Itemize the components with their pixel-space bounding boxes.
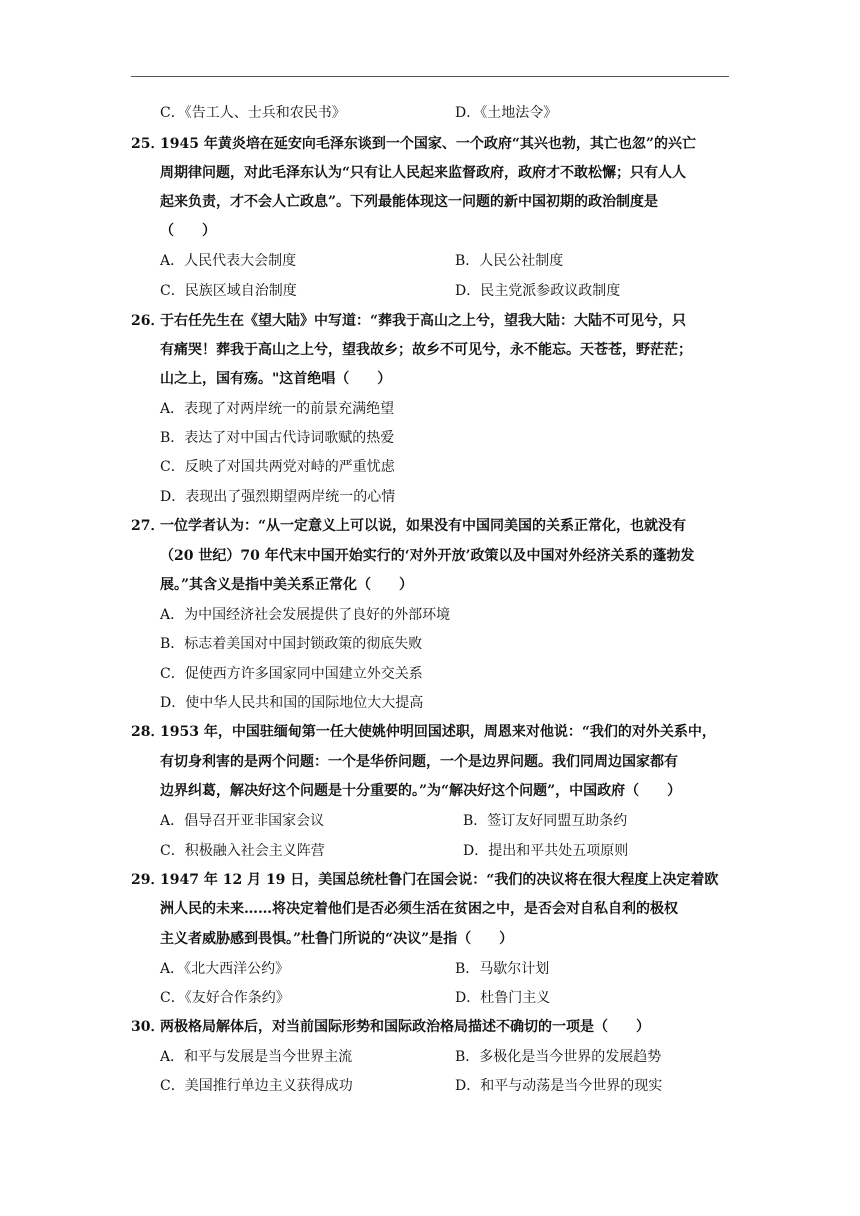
question-30-option-d: D．和平与动荡是当今世界的现实	[455, 1078, 663, 1094]
question-29-number: 29．	[131, 872, 165, 888]
question-25-number: 25．	[131, 136, 165, 152]
question-25-stem-line-3: 起来负责，才不会人亡政息”。下列最能体现这一问题的新中国初期的政治制度是	[160, 194, 659, 210]
question-26-stem-line-2: 有痛哭！葬我于高山之上兮，望我故乡；故乡不可见兮，永不能忘。天苍苍，野茫茫；	[160, 342, 692, 358]
question-28-stem-line-3: 边界纠葛，解决好这个问题是十分重要的。”为“解决好这个问题”，中国政府（ ）	[160, 783, 682, 799]
question-28-option-d: D．提出和平共处五项原则	[463, 843, 629, 859]
question-28-option-c: C．积极融入社会主义阵营	[160, 843, 325, 859]
question-25-option-b: B．人民公社制度	[455, 253, 564, 269]
question-26-stem-line-3: 山之上，国有殇。"这首绝唱（ ）	[160, 371, 392, 387]
question-25-option-d: D．民主党派参政议政制度	[455, 283, 621, 299]
question-30-option-a: A．和平与发展是当今世界主流	[160, 1049, 353, 1065]
question-27-stem-line-2: （20 世纪）70 年代末中国开始实行的‘对外开放’政策以及中国对外经济关系的蓬勃发	[160, 548, 695, 564]
question-26-option-b: B．表达了对中国古代诗词歌赋的热爱	[160, 430, 395, 446]
question-28-option-a: A．倡导召开亚非国家会议	[160, 813, 325, 829]
header-rule	[131, 76, 729, 77]
question-25-option-a: A．人民代表大会制度	[160, 253, 297, 269]
question-26-option-c: C．反映了对国共两党对峙的严重忧虑	[160, 459, 395, 475]
question-29-option-a: A．《北大西洋公约》	[160, 961, 290, 977]
question-29-stem-line-3: 主义者威胁感到畏惧。”杜鲁门所说的“决议”是指（ ）	[160, 931, 514, 947]
question-26-option-d: D．表现出了强烈期望两岸统一的心情	[160, 489, 396, 505]
question-28-stem-line-1: 1953 年，中国驻缅甸第一任大使姚仲明回国述职，周恩来对他说：“我们的对外关系中，	[160, 724, 716, 740]
question-26-number: 26．	[131, 313, 165, 329]
question-29-option-c: C．《友好合作条约》	[160, 990, 290, 1006]
question-30-number: 30．	[131, 1019, 165, 1035]
question-27-stem-line-3: 展。”其含义是指中美关系正常化（ ）	[160, 577, 414, 593]
question-29-option-d: D．杜鲁门主义	[455, 990, 551, 1006]
question-28-number: 28．	[131, 724, 165, 740]
question-26-stem-line-1: 于右任先生在《望大陆》中写道：“葬我于高山之上兮，望我大陆：大陆不可见兮，只	[160, 313, 687, 329]
question-30-stem-line-1: 两极格局解体后，对当前国际形势和国际政治格局描述不确切的一项是（ ）	[160, 1019, 650, 1035]
question-30-option-c: C．美国推行单边主义获得成功	[160, 1078, 353, 1094]
question-27-option-d: D．使中华人民共和国的国际地位大大提高	[160, 695, 424, 711]
prev-option-d: D．《土地法令》	[455, 105, 558, 121]
question-29-stem-line-2: 洲人民的未来……将决定着他们是否必须生活在贫困之中，是否会对自私自利的极权	[160, 901, 678, 917]
question-26-option-a: A．表现了对两岸统一的前景充满绝望	[160, 401, 395, 417]
question-27-option-b: B．标志着美国对中国封锁政策的彻底失败	[160, 636, 423, 652]
question-28-stem-line-2: 有切身利害的是两个问题：一个是华侨问题，一个是边界问题。我们同周边国家都有	[160, 754, 678, 770]
question-30-option-b: B．多极化是当今世界的发展趋势	[455, 1049, 662, 1065]
question-25-option-c: C．民族区域自治制度	[160, 283, 297, 299]
prev-option-c: C．《告工人、士兵和农民书》	[160, 105, 346, 121]
question-25-stem-line-2: 周期律问题，对此毛泽东认为“只有让人民起来监督政府，政府才不敢松懈；只有人人	[160, 165, 687, 181]
question-28-option-b: B．签订友好同盟互助条约	[463, 813, 628, 829]
question-27-stem-line-1: 一位学者认为：“从一定意义上可以说，如果没有中国同美国的关系正常化，也就没有	[160, 518, 687, 534]
question-27-option-c: C．促使西方许多国家同中国建立外交关系	[160, 666, 423, 682]
question-29-option-b: B．马歇尔计划	[455, 961, 550, 977]
question-25-stem-line-1: 1945 年黄炎培在延安向毛泽东谈到一个国家、一个政府“其兴也勃，其亡也忽”的兴亡	[160, 136, 696, 152]
question-29-stem-line-1: 1947 年 12 月 19 日，美国总统杜鲁门在国会说：“我们的决议将在很大程度上决定着欧	[160, 872, 719, 888]
question-27-option-a: A．为中国经济社会发展提供了良好的外部环境	[160, 607, 451, 623]
question-27-number: 27．	[131, 518, 165, 534]
question-25-stem-line-4: （ ）	[160, 223, 216, 239]
